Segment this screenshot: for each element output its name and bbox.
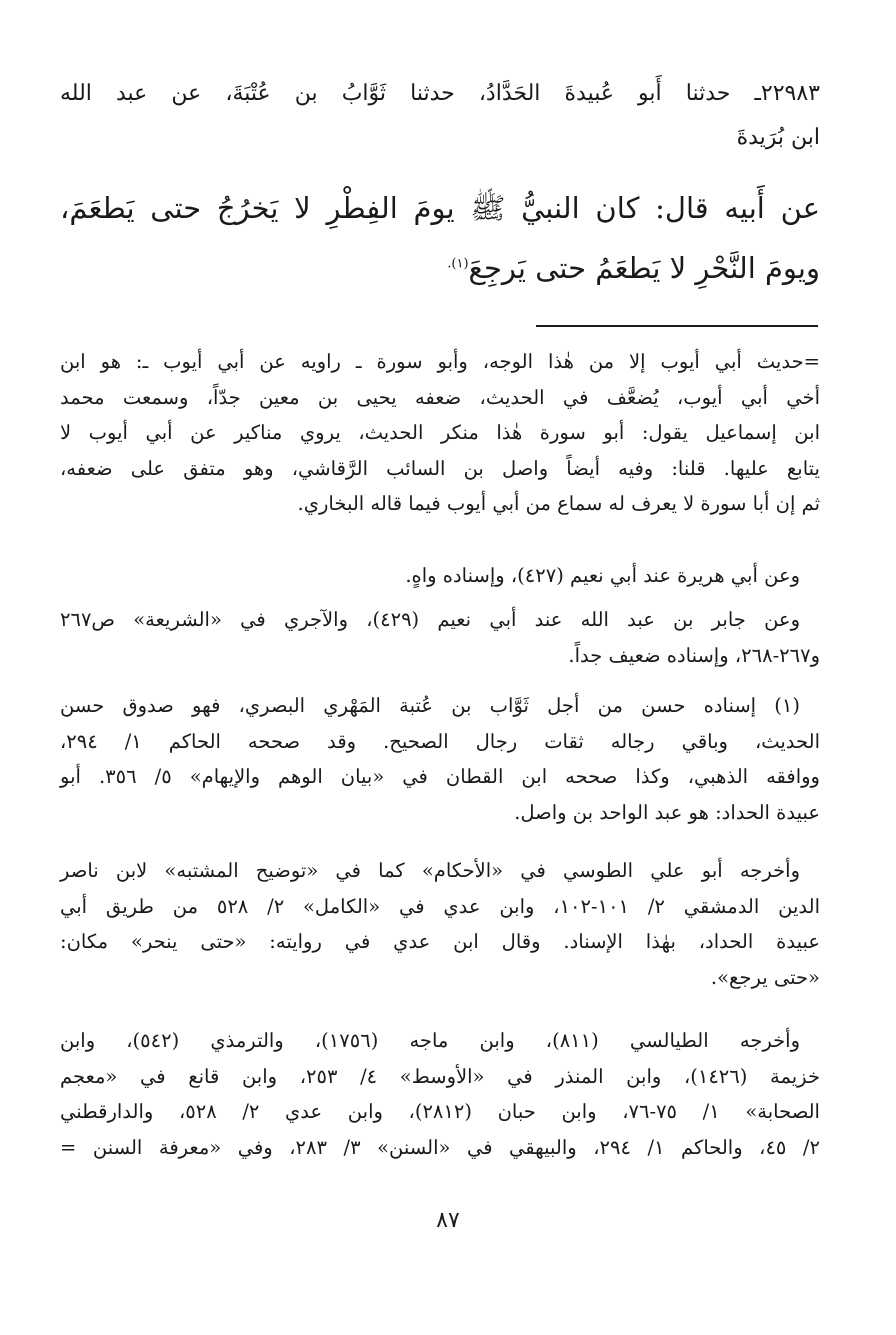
footnote-jabir	[60, 602, 820, 673]
footnote-tayalisi	[60, 1023, 820, 1165]
hadith-intro-line: ابن بُرَيدةَ	[736, 125, 820, 150]
footnote-line: الحديث، وباقي رجاله ثقات رجال الصحيح. وقد صححه الحاكم ١/ ٢٩٤،	[60, 729, 820, 753]
footnote-line: الدين الدمشقي ٢/ ١٠١-١٠٢، وابن عدي في «الكامل» ٢/ ٥٢٨ من طريق أبي	[60, 894, 820, 918]
footnote-line: خزيمة (١٤٢٦)، وابن المنذر في «الأوسط» ٤/ ٢٥٣، وابن قانع في «معجم	[60, 1064, 820, 1088]
footnote-1	[60, 688, 820, 830]
hadith-matn-line: عن أَبيه قال: كان النبيُّ ﷺ يومَ الفِطْرِ لا يَخرُجُ حتى يَطعَمَ،	[60, 191, 820, 225]
footnote-separator	[536, 325, 818, 327]
footnote-line: وأخرجه الطيالسي (٨١١)، وابن ماجه (١٧٥٦)، والترمذي (٥٤٢)، وابن	[60, 1029, 800, 1052]
footnote-line: ٢/ ٤٥، والحاكم ١/ ٢٩٤، والبيهقي في «السنن» ٣/ ٢٨٣، وفي «معرفة السنن =	[60, 1135, 820, 1159]
footnote-line: الصحابة» ١/ ٧٥-٧٦، وابن حبان (٢٨١٢)، وابن عدي ٢/ ٥٢٨، والدارقطني	[60, 1100, 820, 1123]
hadith-matn-line	[60, 238, 820, 298]
footnote-continuation	[60, 344, 820, 522]
footnote-line: يتابع عليها. قلنا: وفيه أيضاً واصل بن السائب الرَّقاشي، وهو متفق على ضعفه،	[60, 456, 820, 480]
page-number: ٨٧	[436, 1208, 460, 1233]
hadith-matn-text: ويومَ النَّحْرِ لا يَطعَمُ حتى يَرجِعَ	[468, 251, 820, 285]
footnote-line: ووافقه الذهبي، وكذا صححه ابن القطان في «بيان الوهم والإيهام» ٥/ ٣٥٦. أبو	[60, 765, 820, 788]
hadith-intro-line: ٢٢٩٨٣ـ حدثنا أَبو عُبيدةَ الحَدَّادُ، حدثنا ثَوَّابُ بن عُتْبَةَ، عن عبد الله	[60, 81, 820, 106]
hadith-matn	[60, 178, 820, 298]
footnote-line: «حتى يرجع».	[710, 965, 820, 989]
footnote-line: أخي أبي أيوب، يُضعَّف في الحديث، ضعفه يحيى بن معين جدّاً، وسمعت محمد	[60, 385, 820, 409]
footnote-reference: (١).	[447, 256, 469, 272]
footnote-line: عبيدة الحداد: هو عبد الواحد بن واصل.	[514, 800, 820, 824]
footnote-line: ابن إسماعيل يقول: أبو سورة هٰذا منكر الحديث، يروي مناكير عن أبي أيوب لا	[60, 421, 820, 444]
footnote-abu-hurayra	[60, 558, 820, 594]
footnote-line: (١) إسناده حسن من أجل ثَوَّاب بن عُتبة المَهْري البصري، فهو صدوق حسن	[60, 694, 800, 717]
footnote-line: =حديث أبي أيوب إلا من هٰذا الوجه، وأبو سورة ـ راويه عن أبي أيوب ـ: هو ابن	[60, 350, 820, 373]
footnote-line: وعن أبي هريرة عند أبي نعيم (٤٢٧)، وإسناده واهٍ.	[405, 564, 800, 587]
footnote-line: ثم إن أبا سورة لا يعرف له سماع من أبي أيوب فيما قاله البخاري.	[297, 492, 820, 515]
footnote-line: و٢٦٧-٢٦٨، وإسناده ضعيف جداً.	[568, 643, 820, 667]
hadith-isnad	[60, 72, 820, 160]
footnote-tusi	[60, 853, 820, 995]
footnote-line: وعن جابر بن عبد الله عند أبي نعيم (٤٢٩)، والآجري في «الشريعة» ص٢٦٧	[60, 608, 800, 631]
footnote-line: عبيدة الحداد، بهٰذا الإسناد. وقال ابن عدي في روايته: «حتى ينحر» مكان:	[60, 930, 820, 953]
footnote-line: وأخرجه أبو علي الطوسي في «الأحكام» كما في «توضيح المشتبه» لابن ناصر	[60, 859, 800, 882]
